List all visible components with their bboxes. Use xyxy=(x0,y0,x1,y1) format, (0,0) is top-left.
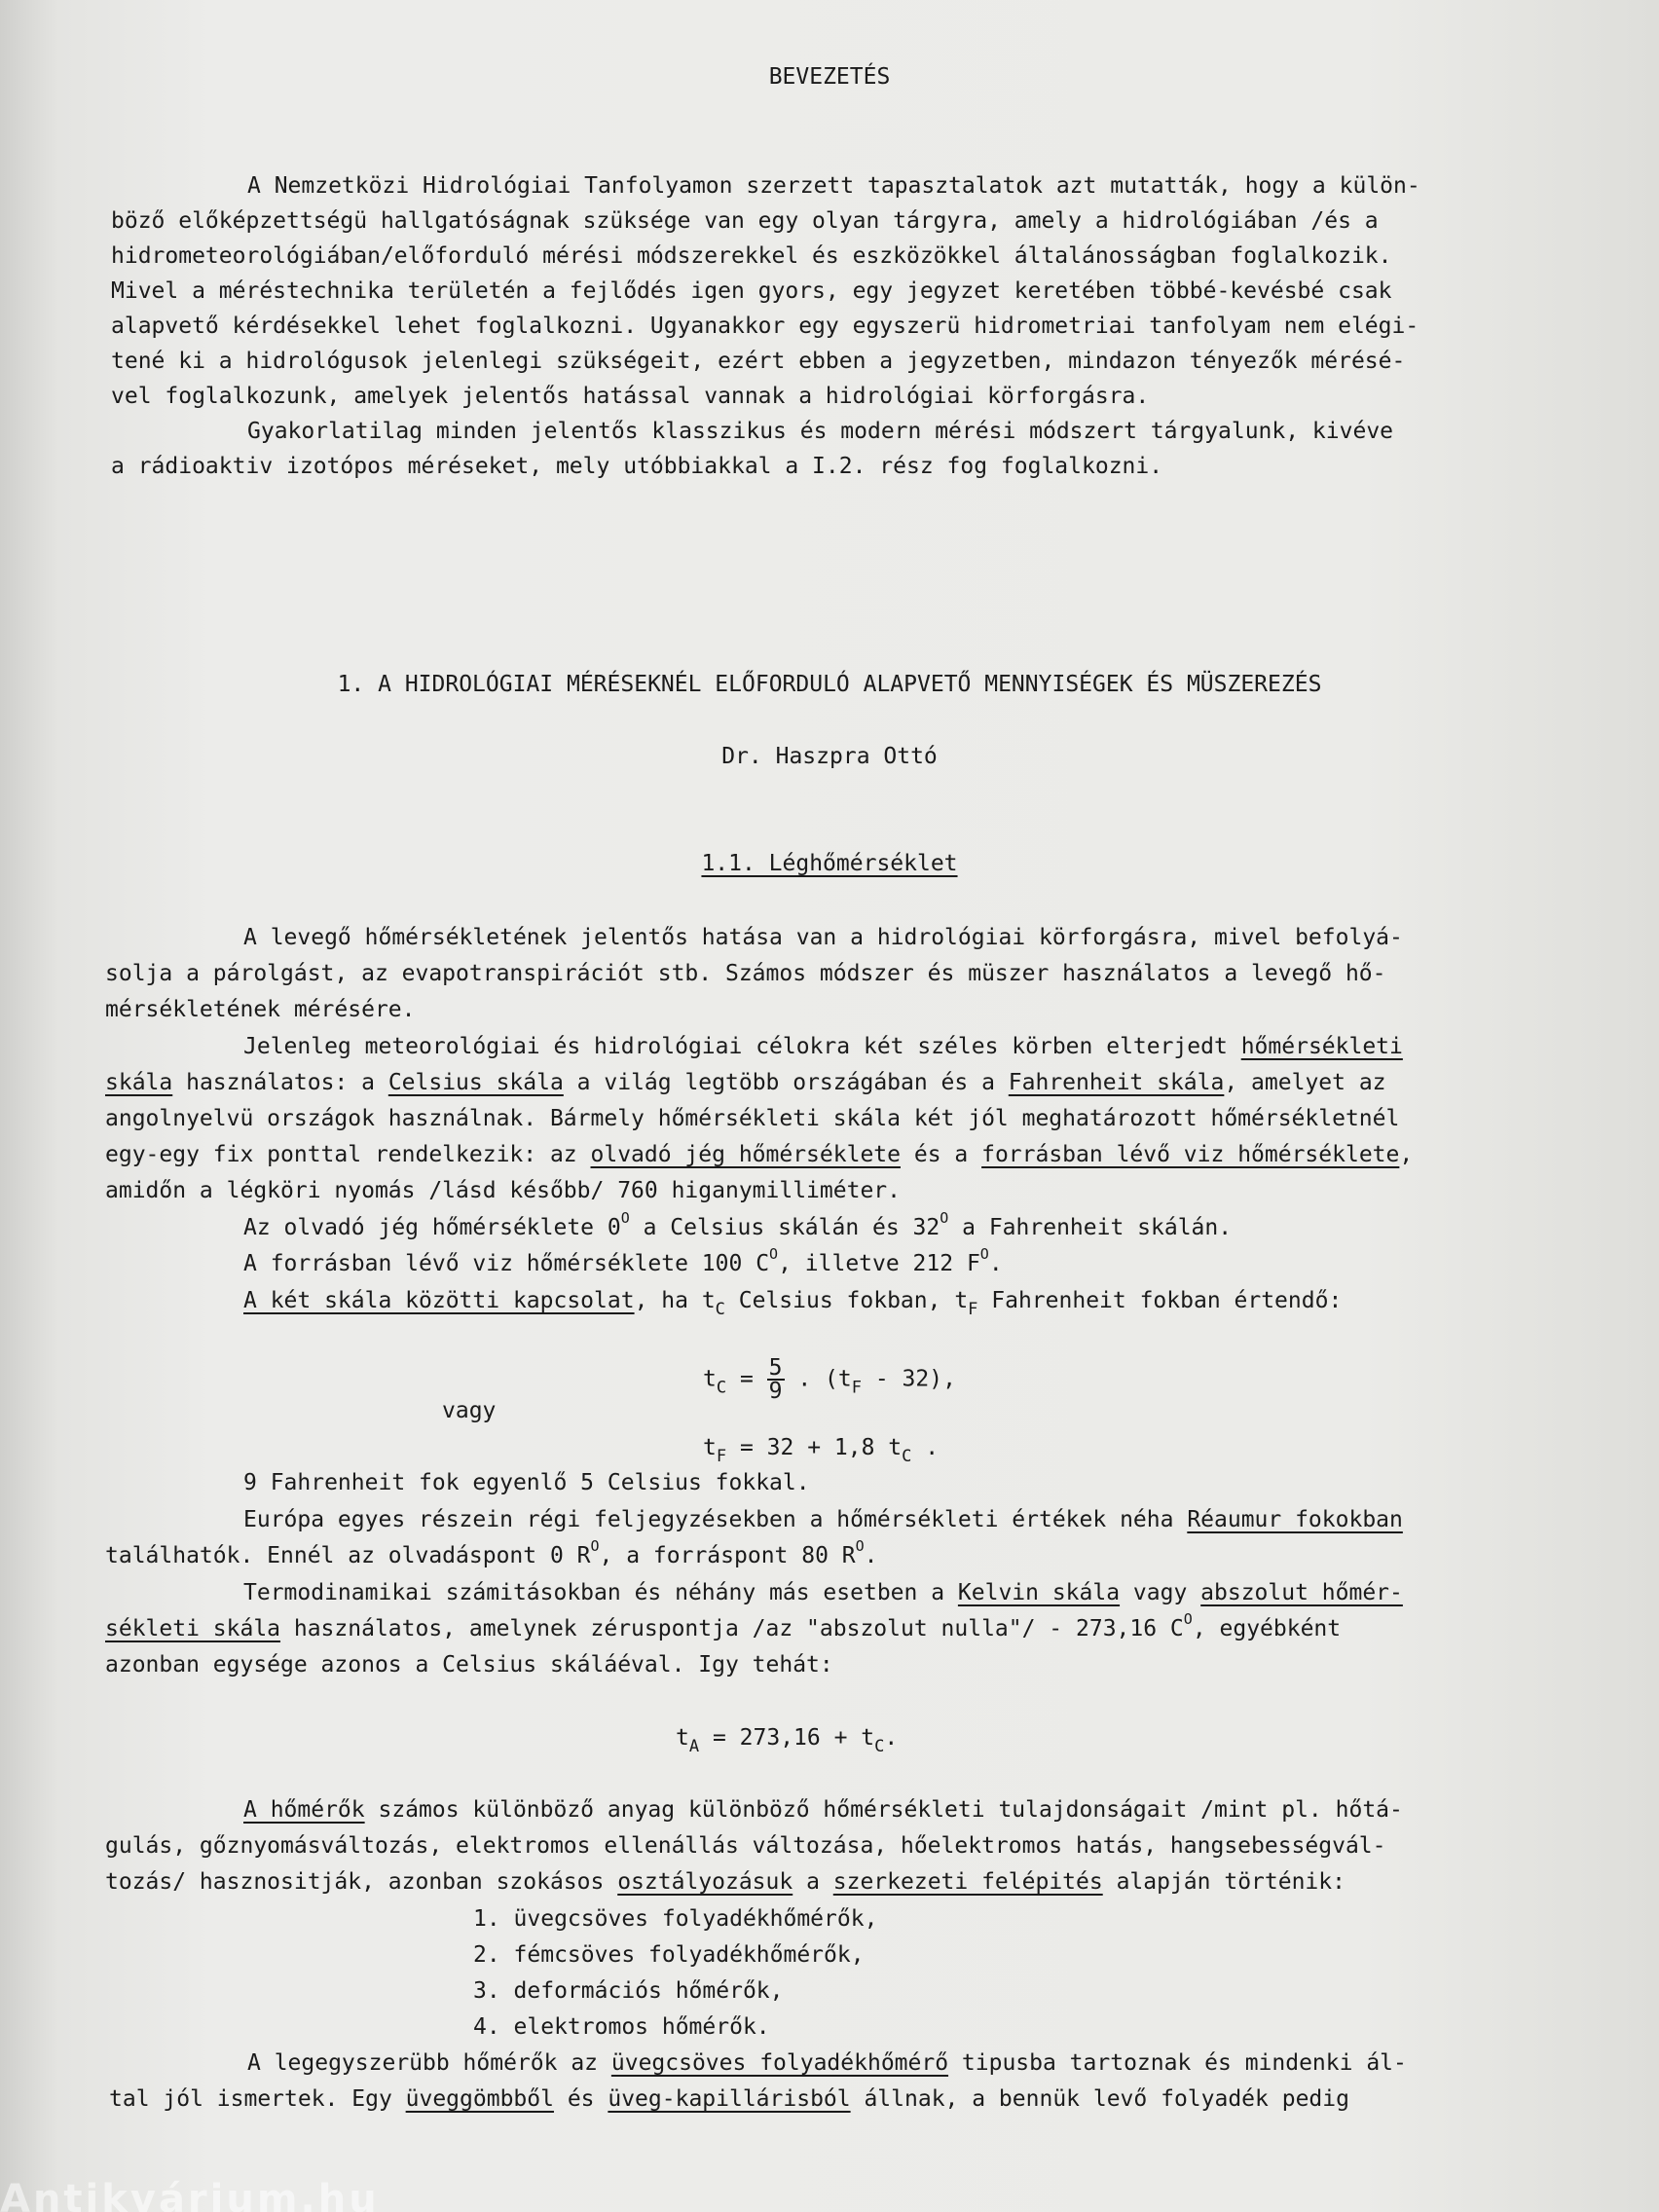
text-line: gulás, gőznyomásváltozás, elektromos ellenállás változása, hőelektromos hatás, hangsebességvál- xyxy=(105,1833,1386,1859)
text-line: a rádioaktiv izotópos méréseket, mely utóbbiakkal a I.2. rész fog foglalkozni. xyxy=(111,454,1163,479)
connector-word: vagy xyxy=(442,1398,497,1423)
text-line: találhatók. Ennél az olvadáspont 0 $R^O$, a forráspont 80 $R^O$. xyxy=(105,1537,878,1568)
term-underlined: forrásban lévő viz hőmérséklete xyxy=(981,1142,1400,1167)
text-line: Európa egyes részein régi feljegyzésekben a hőmérsékleti értékek néha Réaumur fokokban xyxy=(243,1507,1403,1532)
text-line: A forrásban lévő viz hőmérséklete 100 $C^O$, illetve 212 $F^O$. xyxy=(243,1245,1003,1276)
text-line: A hőmérők számos különböző anyag különböző hőmérsékleti tulajdonságait /mint pl. hőtá- xyxy=(243,1797,1403,1823)
text-line: Termodinamikai számitásokban és néhány más esetben a Kelvin skála vagy abszolut hőmér- xyxy=(243,1580,1403,1605)
term-underlined: A két skála közötti kapcsolat xyxy=(243,1288,635,1313)
text-line: tozás/ hasznositják, azonban szokásos osztályozásuk a szerkezeti felépités alapján történik: xyxy=(105,1869,1346,1895)
list-item: 3. deformációs hőmérők, xyxy=(473,1978,784,2004)
term-underlined: üveggömbből xyxy=(405,2086,554,2112)
fraction: $\frac{5}{9}$ xyxy=(768,1355,783,1404)
term-underlined: Réaumur fokokban xyxy=(1187,1507,1403,1532)
text-line: Gyakorlatilag minden jelentős klasszikus és modern mérési módszert tárgyalunk, kivéve xyxy=(247,419,1394,444)
text-line: sékleti skála használatos, amelynek zéruspontja /az "abszolut nulla"/ - 273,16 $C^O$, egyébként xyxy=(105,1610,1342,1641)
term-underlined: üveg-kapillárisból xyxy=(608,2086,851,2112)
text-line: A legegyszerübb hőmérők az üvegcsöves folyadékhőmérő tipusba tartoznak és mindenki ál- xyxy=(247,2050,1407,2076)
text-line: A két skála közötti kapcsolat, ha $t_C$ Celsius fokban, $t_F$ Fahrenheit fokban értendő: xyxy=(243,1288,1343,1319)
text-line: egy-egy fix ponttal rendelkezik: az olvadó jég hőmérséklete és a forrásban lévő viz hőmérséklete, xyxy=(105,1142,1414,1167)
term-underlined: sékleti skála xyxy=(105,1616,281,1641)
list-item: 4. elektromos hőmérők. xyxy=(473,2014,770,2040)
term-underlined: skála xyxy=(105,1070,173,1095)
text-line: Jelenleg meteorológiai és hidrológiai célokra két széles körben elterjedt hőmérsékleti xyxy=(243,1034,1403,1059)
term-underlined: abszolut hőmér- xyxy=(1200,1580,1403,1605)
text-line: böző előképzettségü hallgatóságnak szüksége van egy olyan tárgyra, amely a hidrológiában /és a xyxy=(111,208,1379,234)
text-line: mérsékletének mérésére. xyxy=(105,997,416,1022)
text-line: 9 Fahrenheit fok egyenlő 5 Celsius fokkal. xyxy=(243,1470,810,1495)
text-line: solja a párolgást, az evapotranspirációt stb. Számos módszer és müszer használatos a levegő hő- xyxy=(105,961,1386,986)
text-line: A Nemzetközi Hidrológiai Tanfolyamon szerzett tapasztalatok azt mutatták, hogy a külön- xyxy=(247,173,1420,199)
text-line: A levegő hőmérsékletének jelentős hatása van a hidrológiai körforgásra, mivel befolyá- xyxy=(243,925,1403,950)
term-underlined: Kelvin skála xyxy=(957,1580,1121,1605)
text-line: tené ki a hidrológusok jelenlegi szükségeit, ezért ebben a jegyzetben, mindazon tényezők mérésé- xyxy=(111,349,1406,374)
chapter-author: Dr. Haszpra Ottó xyxy=(721,744,938,769)
list-item: 2. fémcsöves folyadékhőmérők, xyxy=(473,1942,865,1968)
text-line: vel foglalkozunk, amelyek jelentős hatással vannak a hidrológiai körforgásra. xyxy=(111,384,1150,409)
chapter-title: 1. A HIDROLÓGIAI MÉRÉSEKNÉL ELŐFORDULÓ ALAPVETŐ MENNYISÉGEK ÉS MÜSZEREZÉS xyxy=(337,672,1322,697)
term-underlined: Celsius skála xyxy=(387,1070,564,1095)
term-underlined: olvadó jég hőmérséklete xyxy=(590,1142,901,1167)
page-header-title: BEVEZETÉS xyxy=(768,64,891,90)
term-underlined: osztályozásuk xyxy=(617,1869,793,1895)
term-underlined: Fahrenheit skála xyxy=(1008,1070,1225,1095)
section-title: 1.1. Léghőmérséklet xyxy=(701,851,958,876)
term-underlined: üvegcsöves folyadékhőmérő xyxy=(610,2050,949,2076)
text-line: skála használatos: a Celsius skála a világ legtöbb országában és a Fahrenheit skála, amelyet az xyxy=(105,1070,1386,1095)
term-underlined: A hőmérők xyxy=(243,1797,365,1823)
term-underlined: hőmérsékleti xyxy=(1240,1034,1403,1059)
text-line: tal jól ismertek. Egy üveggömbből és üveg-kapillárisból állnak, a bennük levő folyadék pedig xyxy=(109,2086,1349,2112)
watermark: Antikvárium.hu xyxy=(0,2177,380,2212)
text-line: Az olvadó jég hőmérséklete $0^O$ a Celsius skálán és $32^O$ a Fahrenheit skálán. xyxy=(243,1209,1233,1240)
list-item: 1. üvegcsöves folyadékhőmérők, xyxy=(473,1906,878,1932)
text-line: Mivel a méréstechnika területén a fejlődés igen gyors, egy jegyzet keretében többé-kevésbé csak xyxy=(111,278,1392,304)
text-line: hidrometeorológiában/előforduló mérési módszerekkel és eszközökkel általánosságban foglalkozik. xyxy=(111,243,1392,269)
equation-fahrenheit: $t_F = 32 + 1,8$ $t_C$ . xyxy=(703,1435,940,1466)
text-line: azonban egysége azonos a Celsius skáláéval. Igy tehát: xyxy=(105,1652,833,1677)
text-line: angolnyelvü országok használnak. Bármely hőmérsékleti skála két jól meghatározott hőmérsékletnél xyxy=(105,1106,1400,1131)
term-underlined: szerkezeti felépités xyxy=(832,1869,1103,1895)
text-line: amidőn a légköri nyomás /lásd később/ 760 higanymilliméter. xyxy=(105,1178,901,1203)
equation-celsius: $t_C$ = $\frac{5}{9}$ . $(t_F - 32)$, xyxy=(703,1355,956,1404)
text-line: alapvető kérdésekkel lehet foglalkozni. Ugyanakkor egy egyszerü hidrometriai tanfolyam nem elégi- xyxy=(111,313,1419,339)
equation-absolute: $t_A = 273,16 + t_C$. xyxy=(676,1725,899,1756)
